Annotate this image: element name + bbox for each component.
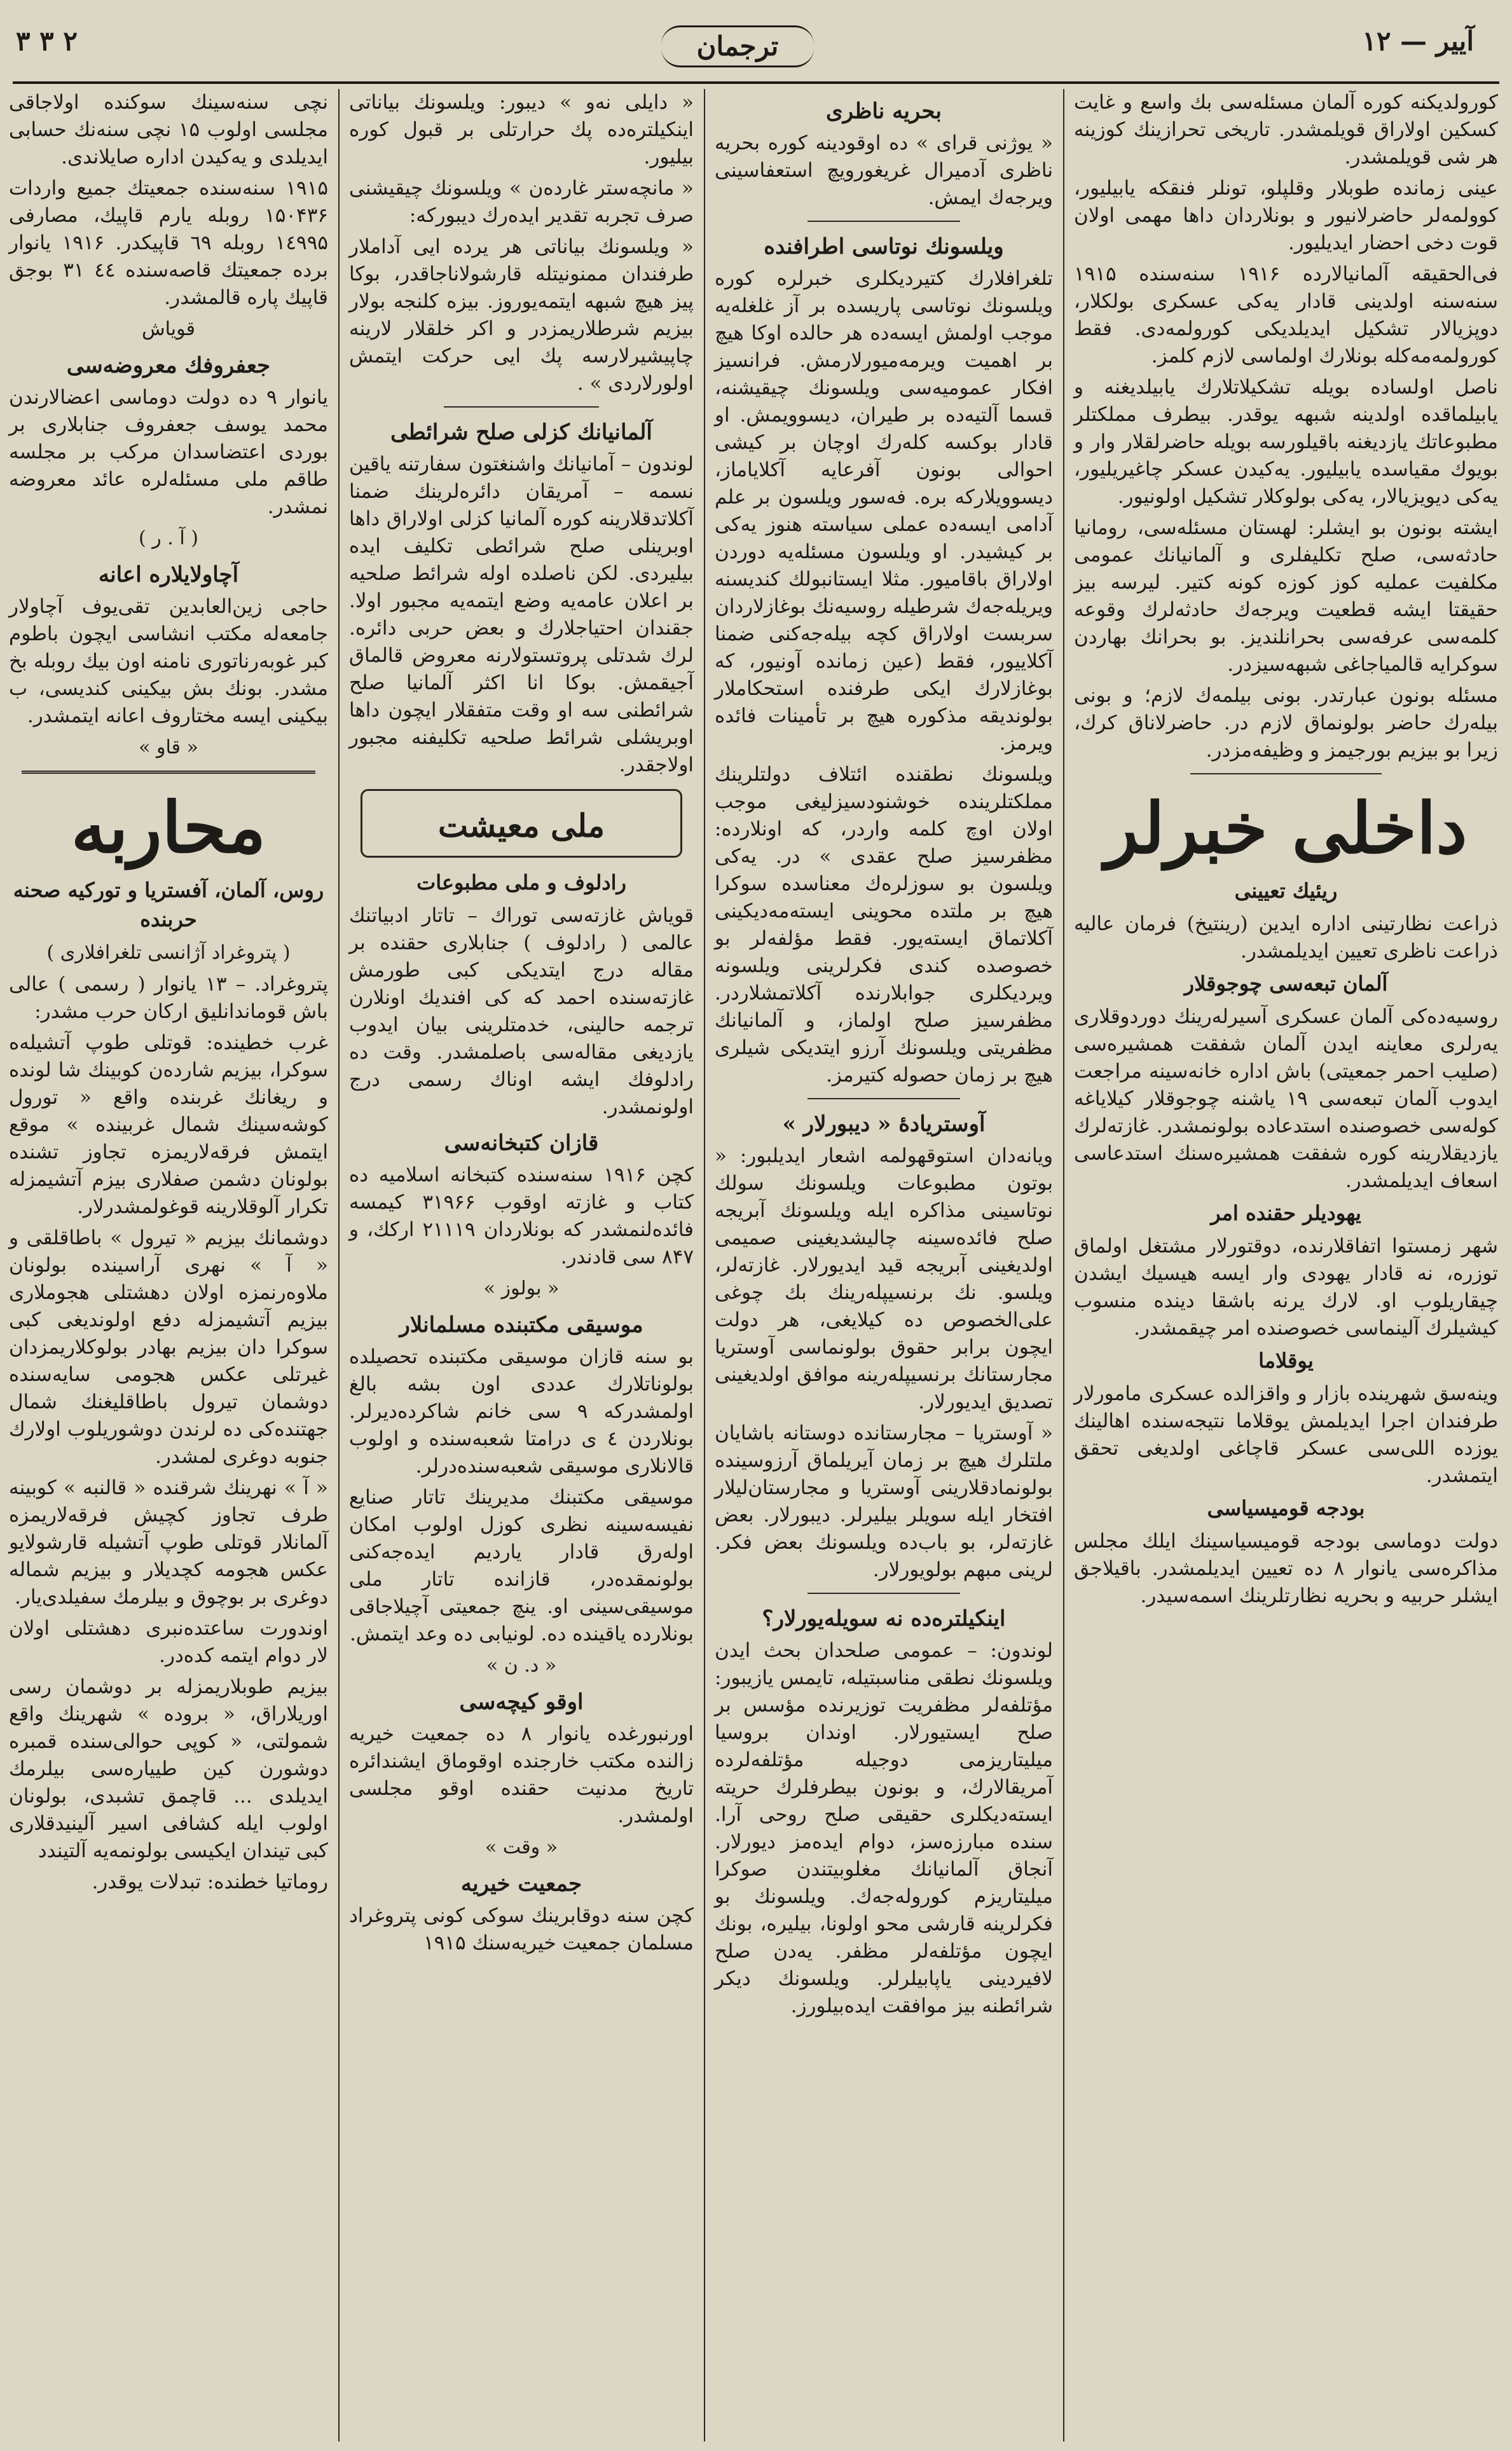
section-rule	[444, 406, 599, 408]
article-paragraph: « يوژنی قرای » ده اوقودينه كوره بحريه ناظری آدميرال غريغورويچ استعفاسينی ويرجه‌ك ايمش.	[715, 132, 1053, 209]
headline: آچاولايلاره اعانه	[98, 562, 239, 587]
article-paragraph: عينی زمانده طوبلار وقلپلو، تونلر فنقكه يابيليور، كوولمه‌لر حاضرلانيور و بونلاردان داها مهمی اولان قوت دخی احضار ايديليور.	[1074, 177, 1498, 254]
article-paragraph: اورنبورغده يانوار ۸ ده جمعيت خيريه زالنده مكتب خارجنده اوقوماق ايشندائره تاريخ مدنيت حقنده اوقو مجلسی اولمشدر.	[349, 1722, 694, 1827]
article-paragraph: شهر زمستوا اتفاقلارنده، دوقتورلار مشتغل اولماق توزره، نه قادار يهودی وار ايسه هيسيك ايشدن چيقاريلوب او. لارك يرنه باشقا دينده منسوب كيشيلرك آلينماسی خصوصنده امر چيقمشدر.	[1074, 1235, 1498, 1340]
section-title-internal-news: داخلی خبرلر	[1104, 787, 1467, 869]
headline: يوقلاما	[1258, 1349, 1314, 1373]
source-credit: « بولوز »	[483, 1277, 560, 1300]
article-paragraph: ويلسونك نطقنده ائتلاف دولتلرينك مملكتلرينده خوشنودسيزليغی موجب اولان اوچ كلمه واردر، كه اونلارده: مظفرسيز صلح عقدی » در. يه‌كی ويلسون بو سوزلره‌ك معناسده سوكرا هيچ بر ملتده محوينی ايسته‌مه‌ديكينی آكلاتماق ايسته‌يور. فقط مؤلفه‌لر بو خصوصده كندی فكرلرينی ويلسونه ويرديكلری جوابلارنده آكلاتمشلاردر. مظفرسيز صلح اولماز، و آلمانيانك مظفريتی ويلسونك آرزو ايتديكی شيلری هيچ بر زمان حصوله كتيرمز.	[715, 763, 1053, 1087]
headline: بحريه ناظری	[826, 99, 942, 124]
article-paragraph: ويانه‌دان استوقهولمه اشعار ايديلبور: « بوتون مطبوعات ويلسونك سولك نوتاسينی مذاكره ايله ويلسونك آبريجه صلح فائده‌سينه چاليشديغينی صميمی اولديغينی آبريجه قيد ايديورلار. غازته‌لر، ويلسو. نك برنسيپله‌رينك بك چوغی علی‌الخصوص ده كيلايغی، هر دولت ايچون برابر حقوق بولونماسی آوستريا مجارستانك برنسيپله‌رينه موافق اولديغينی تصديق ايديورلار.	[715, 1144, 1053, 1413]
headline: رادلوف و ملی مطبوعات	[416, 870, 626, 895]
headline: جعفروفك معروضه‌سی	[66, 353, 271, 378]
article-paragraph: حاجی زين‌العابدين تقی‌يوف آچاولار جامعه‌له مكتب انشاسی ايچون باطوم كبر غوبه‌رناتوری نامنه اون بيك روبله بخ مشدر. بونك بش بيكينی كنديسی، ب بيكينی ايسه مختاروف اعانه ايتمشدر.	[9, 595, 328, 727]
source-credit: « قاو »	[139, 736, 198, 759]
article-paragraph: لوندون – آمانيانك واشنغتون سفارتنه ياقين نسمه – آمريقان دائره‌لرينك ضمنا آكلاتدقلارينه كوره آلمانيا كزلی اولاراق داها اوبرينلی صلح شرائطی تكليف ايده بيليردی. لكن ناصلده اوله شرائط صلحيه بر اعلان عامه‌يه وضع ايتمه‌يه مجبور اولا. جقندان احتياجلارك و بعض حربی دائره. لرك شدتلی پروتستولارنه معروض قالماق آجيقمش. بوكا انا اكثر آلمانيا صلح شرائطنی سه او وقت متفقلار ايچون داها اوبريشلی شرائط صلحيه تكليفنه مجبور اولاجقدر.	[349, 453, 694, 776]
article-paragraph: كورولديكنه كوره آلمان مسئله‌سی بك واسع و غايت كسكين اولاراق قويلمشدر. تاريخی تحرازينك كوزينه هر شی قويلمشدر.	[1074, 91, 1498, 168]
article-paragraph: غرب خطينده: قوتلی طوپ آتشيله‌ه سوكرا، بيزيم شارده‌ن كوبينك شا لونده و ريغانك غربنده واقع « تورول كوشه‌سينك شمال غربينده » موقع ايتمش فرقه‌لاريمزه تجاوز تشنده بولونان دشمن صفلاری بيزم آتشيمزله تكرار آلوقلارينه قوغولمشدرلار.	[9, 1031, 328, 1218]
article-paragraph: اوندورت ساعتده‌نبری دهشتلی اولان لار دوام ايتمه كده‌در.	[9, 1617, 328, 1667]
headline: يهوديلر حقنده امر	[1211, 1201, 1361, 1225]
article-paragraph: « دايلی نه‌و » ديبور: ويلسونك بياناتی اينكيلتره‌ده پك حرارتلی بر قبول كوره بيليور.	[349, 91, 694, 168]
article-paragraph: لوندون: – عمومی صلحدان بحث ايدن ويلسونك نطقی مناسبتيله، تايمس يازيبور: مؤتلفه‌لر مظفريت توزيرنده مؤسس بر صلح ايستيورلار. اوندان بروسيا ميليتاريزمی دوجيله مؤتلفه‌لرده آمريقالارك، و بونون بيطرفلرك حريته ايسته‌ديكلری حقيقی صلح روحی آرا. سنده مبارزه‌سز، دوام ايده‌مز ديورلار. آنجاق آلمانيانك مغلوبيتندن صوكرا ميليتاريزم كوروله‌جه‌ك. ويلسونك بو فكرلرينه قارشی محو اولونا، بيليره، بونك ايچون مؤتلفه‌لر مظفر. يه‌دن صلح لافيردينی ياپابيلرلر. ويلسونك ديكر شرائطنه بيز موافقت ايده‌بيلورز.	[715, 1639, 1053, 2017]
article-paragraph: دولت دوماسی بودجه قوميسياسينك ايلك مجلس مذاكره‌سی يانوار ۸ ده تعيين ايديلمشدر. باقيلاجق ايشلر حربيه و بحريه نظارتلرينك اسمه‌سيدر.	[1074, 1530, 1498, 1607]
section-rule	[1190, 773, 1381, 774]
article-paragraph: بو سنه قازان موسيقی مكتبنده تحصيلده بولوناتلارك عددی اون بشه بالغ اولمشدركه ۹ سی خانم شاكرده‌ديرلر. بونلاردن ٤ ی درامتا شعبه‌سنده و اولوب قالانلاری موسيقی شعبه‌سنده‌درلر.	[349, 1345, 694, 1478]
article-paragraph: تلغرافلارك كتيرديكلری خبرلره كوره ويلسونك نوتاسی پاريسده بر آز غلغله‌يه موجب اولمش ايسه‌ده هر حالده اوكا هيچ بر اهميت ويرمه‌ميورلارمش. فرانسيز افكار عموميه‌سی ويلسونك چيقيشنه، قسما آلتيه‌ده بر طيران، ديسوويمش. او قادار بوكسه كله‌رك اوچان بر كيشی احوالی بونون آفرعايه آكلاياماز، ديسوويلاركه بره. فه‌سور ويلسون بر علم آدامی ايسه‌ده عملی سياسته هنوز يه‌كی بر كيشيدر. او ويلسون مسئله‌يه دوردن اولاراق باقاميور. مثلا ايستانبولك كنديسنه ويريله‌جه‌ك شرطيله روسيه‌نك بوغازلاردان سربست اولاراق كچه بيله‌جه‌كنی ضمنا آكلاييور، فقط (عين زمانده آونيور، كه بوغازلارك ايكی طرفنده استحكاملار بولونديقه مذكوره هيچ بر تأمينات فائده ويرمز.	[715, 267, 1053, 755]
column-divider	[1063, 89, 1064, 2441]
telegram-caption: ( پتروغراد آژانسی تلغرافلاری )	[46, 942, 291, 964]
column-4	[0, 89, 337, 2441]
column-2	[706, 89, 1062, 2441]
source-credit: ( آ . ر )	[139, 527, 198, 549]
column-divider	[338, 89, 340, 2441]
headline: روس، آلمان، آفستريا و توركيه صحنه حربنده	[13, 878, 324, 931]
article-paragraph: « آوستريا – مجارستانده دوستانه باشايان ملتلرك هيچ بر زمان آيريلماق آرزوسينده بولونمادقلارينی آوستريا و مجارستان‌لیلار افتخار ايله سويلر بيليرلر. ديبورلار. بعض غازته‌لر، بو باب‌ده ويلسونك بعض فكر. لرينی مبهم بولويورلار.	[715, 1422, 1053, 1581]
article-paragraph: فی‌الحقيقه آلمانيالارده ۱۹۱۶ سنه‌سنده ۱۹۱۵ سنه‌سنه اولدينی قادار يه‌كی عسكری بولكلار، دوپزيالار تشكيل ايديلديكی كورولمه‌دی. فقط كورولمه‌مه‌كله بونلارك اولماسی لازم كلمز.	[1074, 263, 1499, 367]
column-3	[340, 89, 703, 2441]
column-divider	[704, 89, 705, 2441]
article-paragraph: روسيه‌ده‌كی آلمان عسكری آسيرله‌رينك دوردوقلاری يه‌رلری معاينه ايدن آلمان شفقت همشيره‌سی (صليب احمر جمعيتی) باش اداره خانه‌سينه مراجعت ايدوب آلمان تبعه‌سی ۱۹ ياشنه چوجوقلار كيلاياغه كوله‌سی خصوصنده استدعاده بولونمشدر. غازته‌لرك يازديقلارينه كوره شفقت همشيره‌سنك استدعاسی اسعاف ايديلمشدر.	[1074, 1005, 1498, 1192]
headline: اينكيلتره‌ده نه سويله‌يورلار؟	[762, 1606, 1006, 1631]
headline: جمعيت خيريه	[460, 1871, 582, 1897]
article-paragraph: قوياش غازته‌سی توراك – تاتار ادبياتنك عالمی ( رادلوف ) جنابلاری حقنده بر مقاله درج ايتديكی كبی طورمش غازته‌سنده احمد كه كی افنديك اونلارن ترجمه حالينی، خدمتلرينی بيان ايدوب يازديغی مقاله‌سی باصلمشدر. وقت ده رادلوفك ايشه اوناك رسمی درج اولونمشدر.	[349, 904, 694, 1118]
article-paragraph: بيزيم طوبلاريمزله بر دوشمان رسی اوريلاراق، « بروده » شهرينك واقع شمولتی، « كوپی حوالی‌سنده قمبره دوشورن كين طيياره‌سی بيلرمك ايديلدی ... قاچمق تشبدی، بولونان اولوب ايله كشافی اسير آلينيدقلاری كبی تيندان ايكيسی بولونمه‌يه آلتيندد	[9, 1675, 328, 1862]
headline: آلمان تبعه‌سی چوجوقلار	[1184, 971, 1388, 996]
article-paragraph: موسيقی مكتبنك مديرينك تاتار صنايع نفيسه‌سينه نظری كوزل اولوب امكان اوله‌رق قادار يارديم ايده‌جه‌كنی بولونمقده‌در، قازانده تاتار ملی موسيقی‌سينی او. ينچ جمعيتی آچيلاجاقی بونلارده ياقينده ده. لونيابی ده وعد ايتمش.	[349, 1486, 694, 1645]
article-paragraph: كچن سنه دوقابرينك سوكی كونی پتروغراد مسلمان جمعيت خيريه‌سنك ۱۹۱۵	[349, 1904, 694, 1954]
section-rule	[808, 221, 959, 222]
section-rule	[808, 1593, 959, 1594]
source-credit: « وقت »	[485, 1836, 558, 1858]
article-paragraph: دوشمانك بيزيم « تيرول » باطاقلقی و « آ » نهری آراسينده بولونان ملاوه‌رنمزه اولان دهشتلی هجوملاری بيزيم آتشيمزله دفع اولونديغی كبی سوكرا دان بيزيم بهادر بولوكلاريمزدان غيرتلی عكس هجومی سايه‌سنده دوشمان تيرول باطاقليغنك شمال جهتنده‌كی ده لرندن دوشوريلوب اولارك جنوبه دوغری لمشدر.	[9, 1226, 328, 1468]
source-credit: « د. ن »	[486, 1654, 557, 1677]
article-paragraph: وينه‌سق شهرينده بازار و واقزالده عسكری مامورلار طرفندان اجرا ايديلمش يوقلاما نتيجه‌سنده اهالينك يوزده اللی‌سی عسكر قاچاغی اولديغی تحقق ايتمشدر.	[1074, 1382, 1498, 1487]
article-paragraph: نچی سنه‌سينك سوكنده اولاجاقی مجلسی اولوب ۱۵ نچی سنه‌نك حسابی ايديلدی و يه‌كيدن اداره صايلاندی.	[9, 91, 328, 168]
issue-date: ۱۲ — آییر	[1362, 25, 1474, 57]
section-rule	[808, 1098, 959, 1099]
article-paragraph: ناصل اولساده بويله تشكيلاتلارك يابيلديغنه و يابيلماقده اولدينه شبهه يوقدر. بيطرف مملكتلر مطبوعاتك يازديغنه باقيلورسه بويله حاضرلقلار وار و بويوك مقياسده يابيليور. يه‌كيدن عسكر چاغيريليور، يه‌كی ديويزيالار، يه‌كی بولوكلار تشكيل اولونيور.	[1074, 376, 1498, 508]
section-title-war: محاربه	[71, 786, 266, 868]
page-number: ۳ ۳ ۲	[16, 25, 78, 57]
article-paragraph: روماتيا خطنده: تبدلات يوقدر.	[92, 1871, 328, 1893]
article-paragraph: « ويلسونك بياناتی هر يرده ايی آداملار طرفندان ممنونيتله قارشولاناجاقدر، بوكا پيز هيچ شبهه ايتمه‌يوروز. بيزه كلنجه بولار بيزيم شرطلاريمزدر و اكر خلقلار لارينه چاپيشيرلارسه پك ايی حركت ايتمش اولورلاردی » .	[349, 235, 694, 395]
headline: آلمانيانك كزلی صلح شرائطی	[390, 420, 652, 445]
header-rule	[13, 81, 1499, 84]
headline: قازان كتبخانه‌سی	[444, 1130, 599, 1156]
headline: ويلسونك نوتاسی اطرافنده	[764, 234, 1004, 259]
running-header	[0, 0, 1512, 83]
article-paragraph: يانوار ۹ ده دولت دوماسی اعضالارندن محمد يوسف جعفروف جنابلاری بر بوردی اعتضاسدان مركب بر مجلسه طاقم ملی مسئله‌لره عائد معروضه نمشدر.	[9, 386, 329, 518]
section-title-national-life: ملی معيشت	[437, 807, 605, 844]
article-paragraph: « آ » نهرينك شرقنده « قالنبه » كوبينه طرف تجاوز كچيش فرقه‌لاريمزه آلمانلار قوتلی طوپ آتشيله قارشولايو عكس هجومه كچديلار و بيزيم شماله دوغری بر بوچوق و بيلرمك سفيلدی‌يار.	[9, 1476, 328, 1609]
article-paragraph: كچن ۱۹۱۶ سنه‌سنده كتبخانه اسلاميه ده كتاب و غازته اوقوب ۳۱۹۶۶ كيمسه فائده‌لنمشدر كه بونلاردان ۲۱۱۱۹ اركك، و ۸۴۷ سی قادندر.	[349, 1164, 694, 1268]
headline: بودجه قوميسياسی	[1207, 1496, 1365, 1520]
article-paragraph: مسئله بونون عبارتدر. بونی بيلمه‌ك لازم؛ و بونی بيله‌رك حاضر بولونماق لازم در. حاضرلاناق كرك، زيرا بو بيزيم بورجيمز و وظيفه‌مزدر.	[1074, 684, 1498, 762]
headline: ريئيك تعيينی	[1234, 879, 1338, 903]
article-paragraph: ذراعت نظارتينی اداره ايدين (رينتيخ) فرمان عاليه ذراعت ناظری تعيين ايديلمشدر.	[1074, 912, 1498, 963]
source-credit: قوياش	[142, 318, 195, 340]
masthead-title: ترجمان	[661, 25, 814, 67]
section-title-box	[361, 789, 682, 858]
article-paragraph: « مانچه‌ستر غاردەن » ويلسونك چيقيشنی صرف تجربه تقدير ايده‌رك ديبوركه:	[349, 177, 694, 227]
headline: اوقو كيچه‌سی	[459, 1689, 584, 1715]
section-rule	[22, 771, 315, 774]
headline: آوستريادهٔ « ديبورلار »	[782, 1111, 986, 1137]
article-paragraph: ۱۹۱۵ سنه‌سنده جمعيتك جميع واردات ۱۵۰۴۳۶ روبله يارم قاپيك، مصارفی ۱٤۹۹۵ روبله ٦۹ قاپيكدر. ۱۹۱۶ يانوار برده جمعيتك قاصه‌سنده ٤٤ ۳۱ بوجق قاپيك پاره قالمشدر.	[9, 177, 329, 309]
article-paragraph: ايشته بونون بو ايشلر: لهستان مسئله‌سی، رومانيا حادثه‌سی، صلح تكليفلری و آلمانيانك عمومی مكلفيت عمليه كوز كوزه كونه كتير. ليرسه بيز حقيقتا ايشه قطعيت ويرجه‌ك حادثه‌لرك وقوعه كلمه‌سی عرفه‌سی بحرانلنديز. بو بحرانك بهاردن سوكرايه قالمياجاغی شبهه‌سيزدر.	[1074, 516, 1498, 676]
article-paragraph: پتروغراد. – ۱۳ يانوار ( رسمی ) عالی باش قوماندانليق اركان حرب مشدر:	[9, 973, 328, 1023]
column-1	[1065, 89, 1507, 2441]
headline: موسيقی مكتبنده مسلمانلار	[399, 1312, 643, 1338]
